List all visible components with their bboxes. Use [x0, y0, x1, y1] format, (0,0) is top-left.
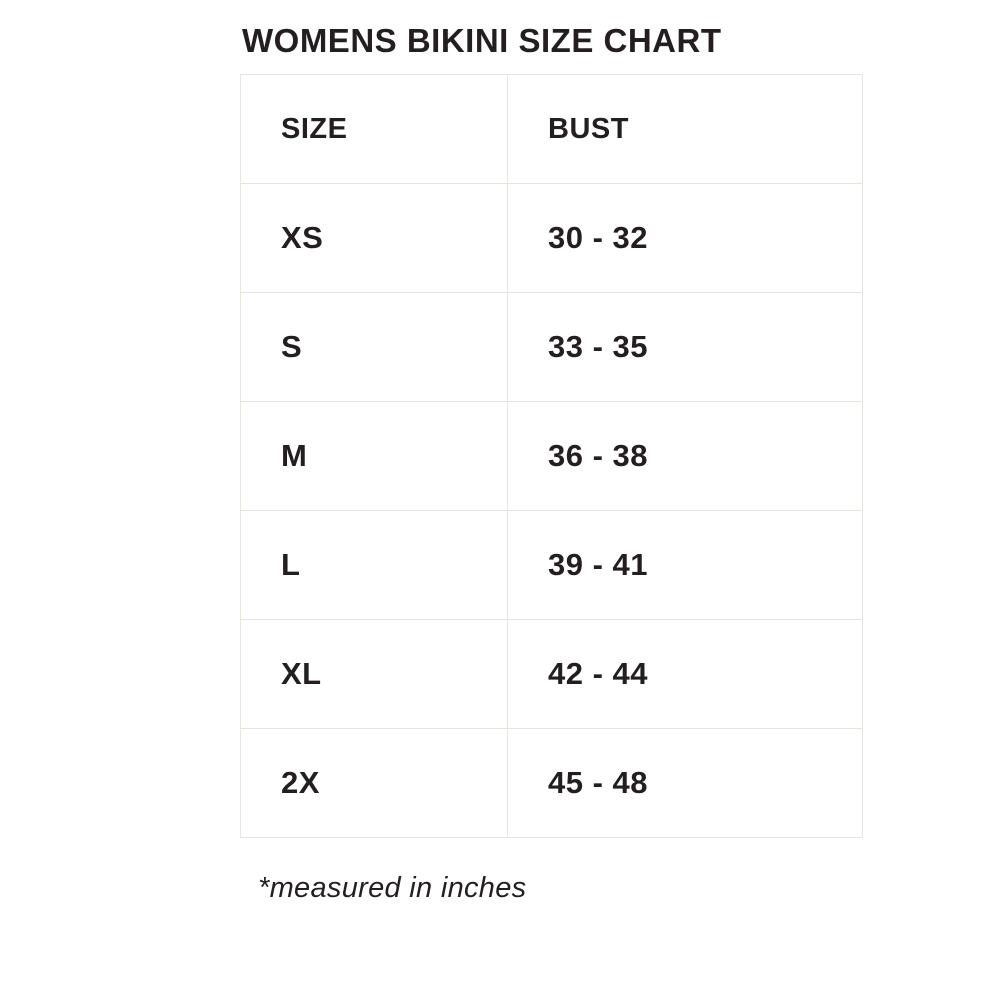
cell-size: 2X: [241, 729, 508, 838]
table-row: [241, 184, 863, 293]
table-header: [241, 75, 863, 184]
table-row: [241, 620, 863, 729]
table-body: [241, 184, 863, 838]
page-title: WOMENS BIKINI SIZE CHART: [242, 22, 722, 59]
size-chart-container: [240, 22, 780, 905]
cell-bust: 42 - 44: [508, 620, 863, 729]
cell-bust: 30 - 32: [508, 184, 863, 293]
table-header-row: [241, 75, 863, 184]
table-row: [241, 729, 863, 838]
table-row: [241, 402, 863, 511]
table-row: [241, 511, 863, 620]
cell-size: M: [241, 402, 508, 511]
cell-size: XL: [241, 620, 508, 729]
cell-size: L: [241, 511, 508, 620]
table-row: [241, 293, 863, 402]
column-header-bust: BUST: [508, 75, 863, 184]
column-header-size: SIZE: [241, 75, 508, 184]
size-chart-table: [240, 74, 863, 838]
cell-bust: 36 - 38: [508, 402, 863, 511]
cell-bust: 45 - 48: [508, 729, 863, 838]
cell-bust: 39 - 41: [508, 511, 863, 620]
cell-bust: 33 - 35: [508, 293, 863, 402]
cell-size: S: [241, 293, 508, 402]
cell-size: XS: [241, 184, 508, 293]
measurement-footnote: *measured in inches: [258, 872, 527, 904]
